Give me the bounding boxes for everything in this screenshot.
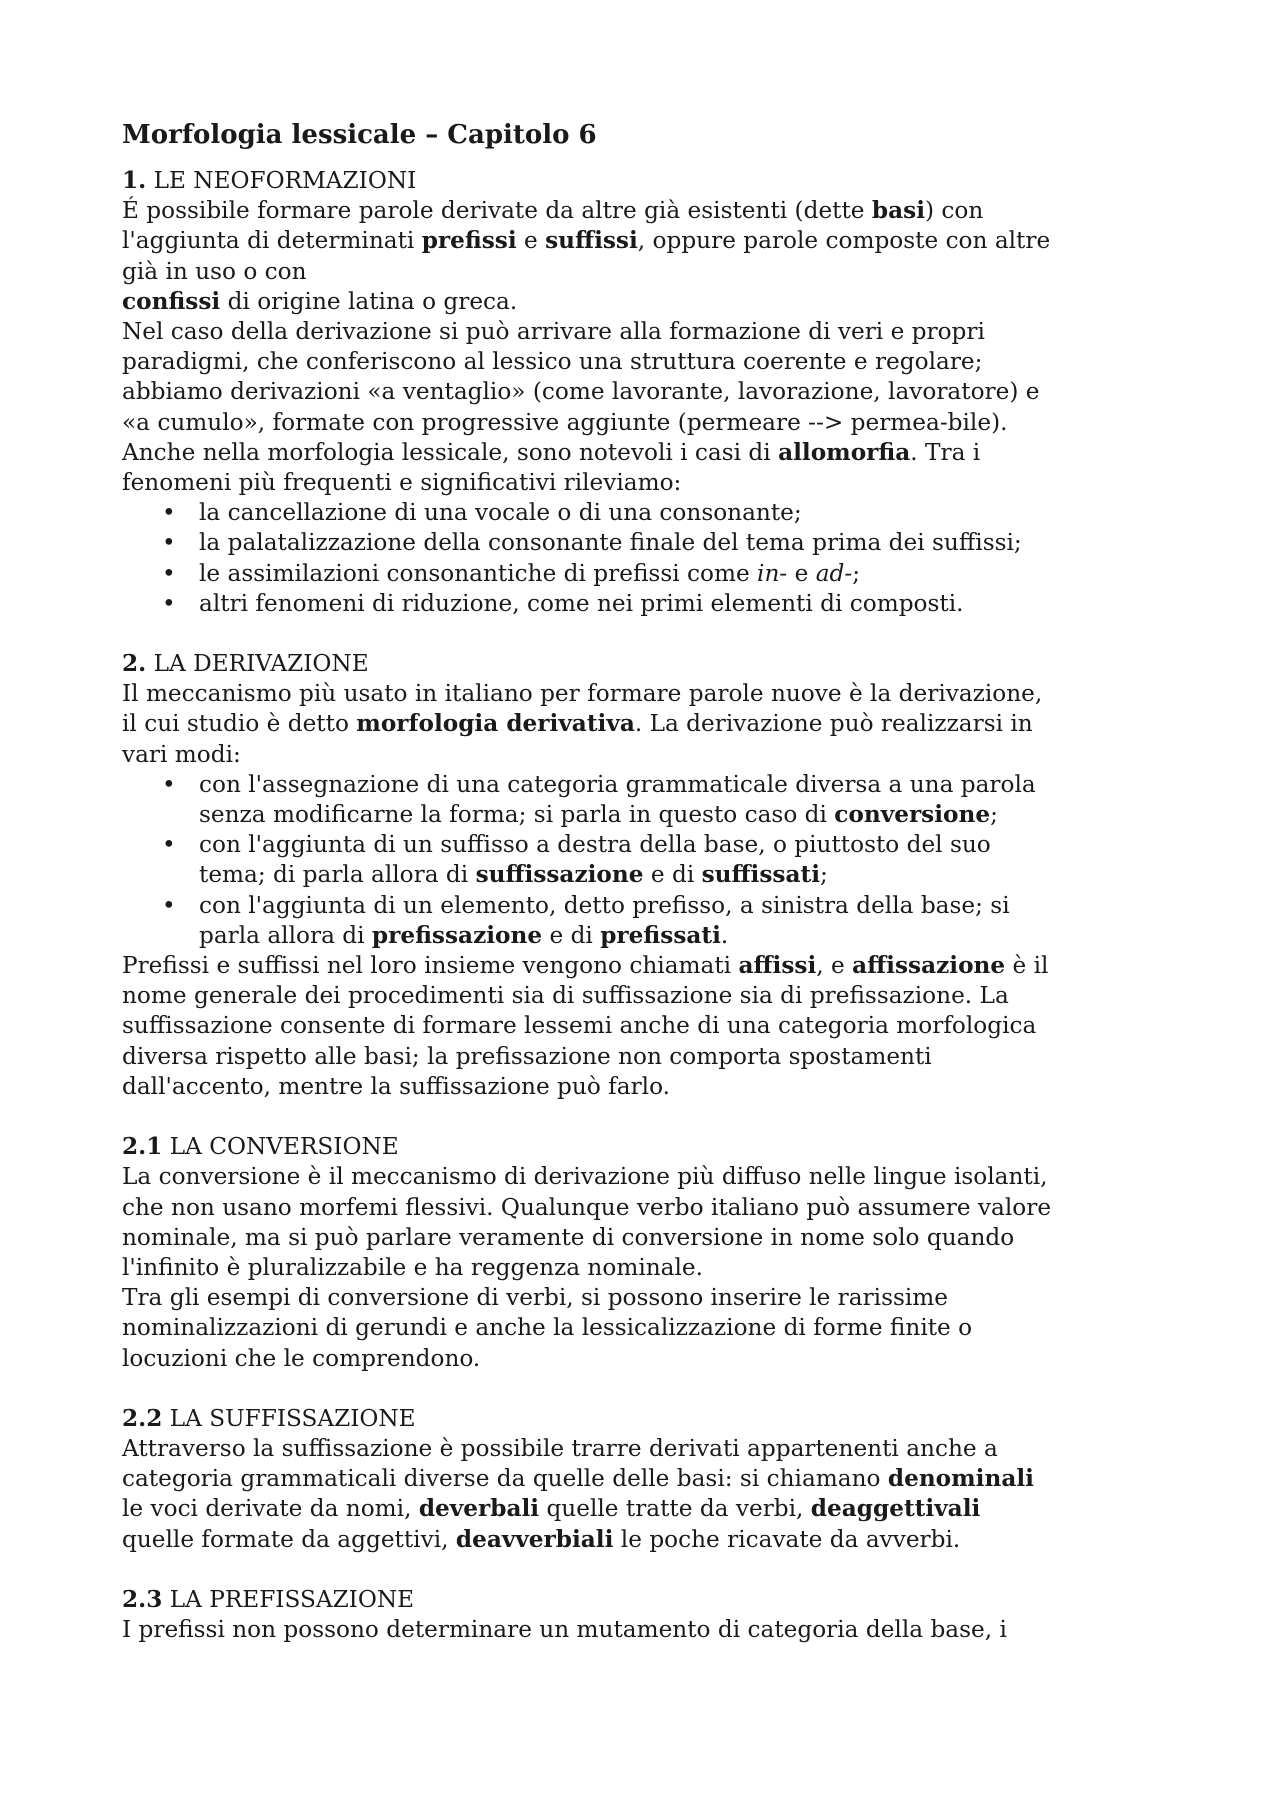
paragraph: Attraverso la suffissazione è possibile trarre derivati appartenenti anche a categoria grammaticali diverse da quelle delle basi: si chiamano denominali le voci derivate da nomi, deverbali quelle tratte da verbi, deaggettivali quelle formate da aggettivi, deavverbiali le poche ricavate da avverbi. <box>122 1434 1034 1553</box>
section-heading <box>122 1132 1182 1162</box>
bullet-icon: • <box>162 559 176 587</box>
bold-term: deaggettivali <box>810 1495 981 1523</box>
heading-text: LA PREFISSAZIONE <box>162 1585 415 1613</box>
bold-term: suffissi <box>545 227 638 255</box>
section-conversione <box>122 1132 1182 1374</box>
bold-term: basi <box>871 197 926 225</box>
heading-number: 2. <box>122 650 147 678</box>
bullet-list <box>122 498 1182 619</box>
paragraph: I prefissi non possono determinare un mutamento di categoria della base, i <box>122 1615 1007 1643</box>
heading-number: 2.2 <box>122 1404 163 1432</box>
list-item: • altri fenomeni di riduzione, come nei primi elementi di composti. <box>122 589 1182 619</box>
bullet-list <box>122 770 1182 951</box>
section-heading <box>122 649 1182 679</box>
bold-term: affissazione <box>852 952 1006 980</box>
bold-term: morfologia derivativa <box>356 710 635 738</box>
bullet-icon: • <box>162 499 176 527</box>
bullet-icon: • <box>162 891 176 919</box>
italic-term: in- <box>757 559 788 587</box>
heading-text: LA SUFFISSAZIONE <box>162 1404 416 1432</box>
bold-term: denominali <box>887 1465 1034 1493</box>
paragraph: É possibile formare parole derivate da altre già esistenti (dette basi) con l'aggiunta di determinati prefissi e suffissi, oppure parole composte con altre già in uso o con confissi di origine latina o greca. <box>122 197 1051 315</box>
bold-term: allomorfia <box>778 438 911 466</box>
bold-term: affissi <box>738 952 817 980</box>
bullet-icon: • <box>162 589 176 617</box>
paragraph: Tra gli esempi di conversione di verbi, si possono inserire le rarissime nominalizzazioni di gerundi e anche la lessicalizzazione di forme finite o locuzioni che le comprendono. <box>122 1284 973 1372</box>
heading-text: LA DERIVAZIONE <box>146 650 369 678</box>
paragraph: Prefissi e suffissi nel loro insieme vengono chiamati affissi, e affissazione è il nome generale dei procedimenti sia di suffissazione sia di prefissazione. La suffissazione consente di formare lessemi anche di una categoria morfologica diversa rispetto alle basi; la prefissazione non comporta spostamenti dall'accento, mentre la suffissazione può farlo. <box>122 952 1049 1100</box>
section-heading <box>122 1585 1182 1615</box>
section-derivazione <box>122 649 1182 1102</box>
paragraph: Nel caso della derivazione si può arrivare alla formazione di veri e propri paradigmi, che conferiscono al lessico una struttura coerente e regolare; abbiamo derivazioni «a ventaglio» (come lavorante, lavorazione, lavoratore) e «a cumulo», formate con progressive aggiunte (permeare --> permea-bile). <box>122 318 1040 436</box>
heading-text: LE NEOFORMAZIONI <box>146 167 417 194</box>
bold-term: prefissati <box>600 921 721 949</box>
heading-text: LA CONVERSIONE <box>162 1133 399 1161</box>
list-item: • la cancellazione di una vocale o di una consonante; <box>122 498 1182 528</box>
list-item: • con l'aggiunta di un suffisso a destra della base, o piuttosto del suo tema; di parla allora di suffissazione e di suffissati; <box>162 831 991 889</box>
bullet-icon: • <box>162 529 176 557</box>
bullet-icon: • <box>162 831 176 859</box>
paragraph: Il meccanismo più usato in italiano per formare parole nuove è la derivazione, il cui studio è detto morfologia derivativa. La derivazione può realizzarsi in vari modi: <box>122 680 1043 768</box>
heading-number: 1. <box>122 167 147 194</box>
paragraph: Anche nella morfologia lessicale, sono notevoli i casi di allomorfia. Tra i fenomeni più frequenti e significativi rileviamo: <box>122 438 981 497</box>
bullet-icon: • <box>162 770 176 798</box>
heading-number: 2.1 <box>122 1133 163 1161</box>
bold-term: prefissazione <box>371 921 543 949</box>
list-item: • con l'aggiunta di un elemento, detto prefisso, a sinistra della base; si parla allora di prefissazione e di prefissati. <box>162 891 1010 949</box>
list-item: • con l'assegnazione di una categoria grammaticale diversa a una parola senza modificarne la forma; si parla in questo caso di conversione; <box>162 770 1036 829</box>
bold-term: confissi <box>122 287 221 315</box>
italic-term: ad- <box>815 559 853 587</box>
section-heading <box>122 166 1182 196</box>
list-item: • le assimilazioni consonantiche di prefissi come in- e ad-; <box>122 559 1182 589</box>
heading-number: 2.3 <box>122 1585 163 1613</box>
bold-term: prefissi <box>421 227 517 255</box>
bold-term: deavverbiali <box>455 1525 614 1553</box>
bold-term: suffissati <box>701 861 821 889</box>
document-page <box>122 118 1182 1675</box>
bold-term: suffissazione <box>475 861 644 889</box>
section-suffissazione <box>122 1404 1182 1555</box>
section-prefissazione <box>122 1585 1182 1645</box>
section-heading <box>122 1404 1182 1434</box>
document-title: Morfologia lessicale – Capitolo 6 <box>122 120 597 150</box>
bold-term: conversione <box>834 801 991 829</box>
section-neoformazioni <box>122 166 1182 619</box>
bold-term: deverbali <box>418 1495 540 1523</box>
paragraph: La conversione è il meccanismo di derivazione più diffuso nelle lingue isolanti, che non usano morfemi flessivi. Qualunque verbo italiano può assumere valore nominale, ma si può parlare veramente di conversione in nome solo quando l'infinito è pluralizzabile e ha reggenza nominale. <box>122 1163 1052 1281</box>
list-item: • la palatalizzazione della consonante finale del tema prima dei suffissi; <box>122 528 1182 558</box>
